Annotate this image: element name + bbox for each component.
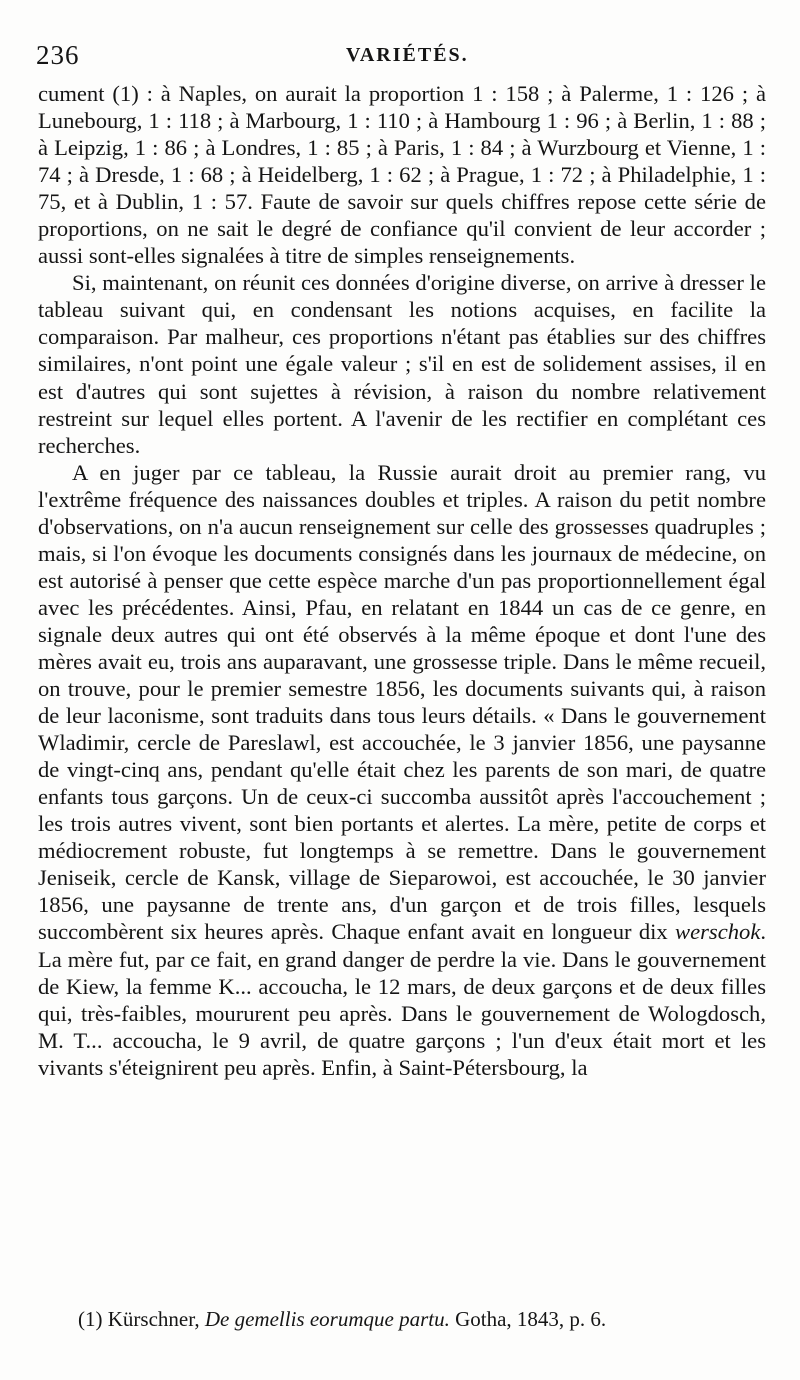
footnote-publication: Gotha, 1843, p. 6. — [455, 1307, 607, 1331]
body-text — [38, 80, 766, 1081]
paragraph-russie-text-end: . La mère fut, par ce fait, en grand danger de perdre la vie. Dans le gouvernement de Kiew, la femme K... accoucha, le 12 mars, de deux garçons et de deux filles qui, très-faibles, moururent peu après. Dans le gouvernement de Wologdosch, M. T... accoucha, le 9 avril, de quatre garçons ; l'un d'eux était mort et les vivants s'éteignirent peu après. Enfin, à Saint-Pétersbourg, la — [38, 919, 767, 1080]
page-number: 236 — [36, 40, 80, 70]
footnote — [78, 1306, 768, 1332]
footnote-title: De gemellis eorumque partu. — [204, 1307, 450, 1331]
paragraph-continued: cument (1) : à Naples, on aurait la proportion 1 : 158 ; à Palerme, 1 : 126 ; à Lunebourg, 1 : 118 ; à Marbourg, 1 : 110 ; à Hambourg 1 : 96 ; à Berlin, 1 : 88 ; à Leipzig, 1 : 86 ; à Londres, 1 : 85 ; à Paris, 1 : 84 ; à Wurzbourg et Vienne, 1 : 74 ; à Dresde, 1 : 68 ; à Heidelberg, 1 : 62 ; à Prague, 1 : 72 ; à Philadelphie, 1 : 75, et à Dublin, 1 : 57. Faute de savoir sur quels chiffres repose cette série de proportions, on ne sait le degré de confiance qu'il convient de leur accorder ; aussi sont-elles signalées à titre de simples renseignements. — [38, 81, 766, 269]
page-header — [36, 30, 760, 70]
footnote-marker: (1) Kürschner, — [78, 1307, 200, 1331]
paragraph-tableau: Si, maintenant, on réunit ces données d'origine diverse, on arrive à dresser le tableau suivant qui, en condensant les notions acquises, en facilite la comparaison. Par malheur, ces proportions n'étant pas établies sur des chiffres similaires, n'ont point une égale valeur ; s'il en est de solidement assises, il en est d'autres qui sont sujettes à révision, à raison du nombre relativement restreint sur lequel elles portent. A l'avenir de les rectifier en complétant ces recherches. — [38, 270, 766, 458]
italic-term: werschok — [675, 919, 761, 945]
running-title: VARIÉTÉS. — [346, 44, 469, 66]
paragraph-russie — [38, 459, 766, 1081]
paragraph-russie-text: A en juger par ce tableau, la Russie aurait droit au premier rang, vu l'extrême fréquence des naissances doubles et triples. A raison du petit nombre d'observations, on n'a aucun renseignement sur celle des grossesses quadruples ; mais, si l'on évoque les documents consignés dans les journaux de médecine, on est autorisé à penser que cette espèce marche d'un pas proportionnellement égal avec les précédentes. Ainsi, Pfau, en relatant en 1844 un cas de ce genre, en signale deux autres qui ont été observés à la même époque et dont l'une des mères avait eu, trois ans auparavant, une grossesse triple. Dans le même recueil, on trouve, pour le premier semestre 1856, les documents suivants qui, à raison de leur laconisme, sont traduits dans tous leurs détails. « Dans le gouvernement Wladimir, cercle de Pareslawl, est accouchée, le 3 janvier 1856, une paysanne de vingt-cinq ans, pendant qu'elle était chez les parents de son mari, de quatre enfants tous garçons. Un de ceux-ci succomba aussitôt après l'accouchement ; les trois autres vivent, sont bien portants et alertes. La mère, petite de corps et médiocrement robuste, fut longtemps à se remettre. Dans le gouvernement Jeniseik, cercle de Kansk, village de Sieparowoi, est accouchée, le 30 janvier 1856, une paysanne de trente ans, d'un garçon et de trois filles, lesquels succombèrent six heures après. Chaque enfant avait en longueur dix — [38, 459, 766, 945]
